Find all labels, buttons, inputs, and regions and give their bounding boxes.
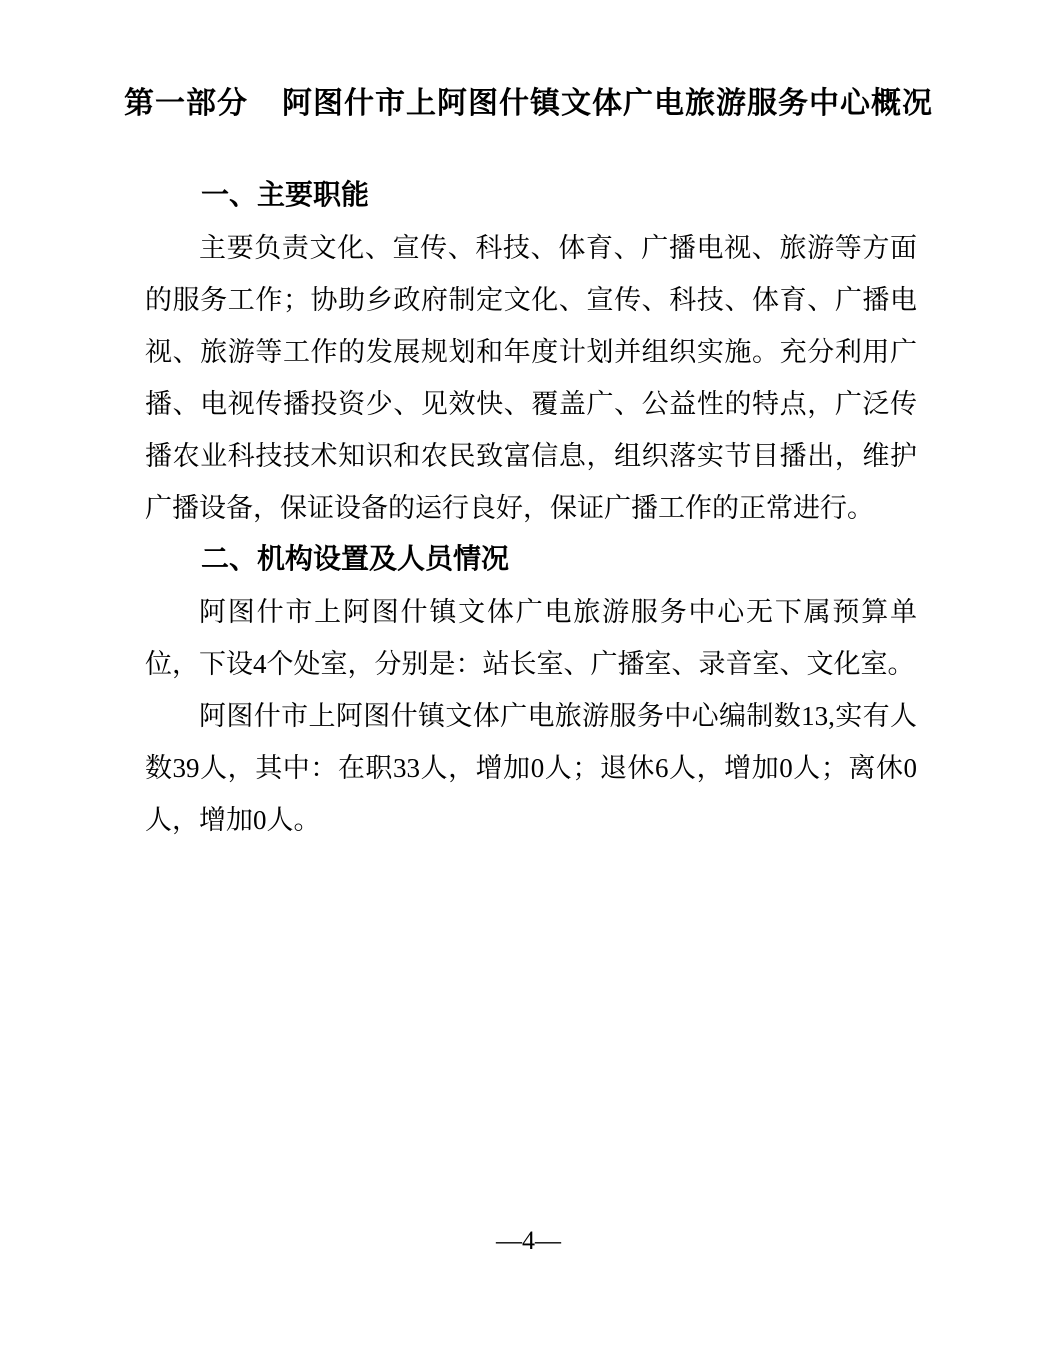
page-number: —4—: [496, 1226, 561, 1255]
paragraph-organization: 阿图什市上阿图什镇文体广电旅游服务中心无下属预算单位，下设4个处室，分别是：站长室、广播室、录音室、文化室。: [145, 597, 917, 679]
page-title: [0, 84, 1057, 124]
title-text: 阿图什市上阿图什镇文体广电旅游服务中心概况: [282, 87, 933, 120]
section-heading-main-duties: 一、主要职能: [201, 180, 370, 211]
document-body: [145, 170, 917, 846]
title-part-label: 第一部分: [124, 87, 248, 120]
section-heading-organization-staffing: 二、机构设置及人员情况: [201, 544, 510, 575]
paragraph-staffing: 阿图什市上阿图什镇文体广电旅游服务中心编制数13,实有人数39人，其中：在职33人，增加0人；退休6人，增加0人；离休0人，增加0人。: [145, 701, 917, 835]
paragraph-main-duties: 主要负责文化、宣传、科技、体育、广播电视、旅游等方面的服务工作；协助乡政府制定文化、宣传、科技、体育、广播电视、旅游等工作的发展规划和年度计划并组织实施。充分利用广播、电视传播投资少、见效快、覆盖广、公益性的特点，广泛传播农业科技技术知识和农民致富信息，组织落实节目播出，维护广播设备，保证设备的运行良好，保证广播工作的正常进行。: [145, 233, 917, 523]
